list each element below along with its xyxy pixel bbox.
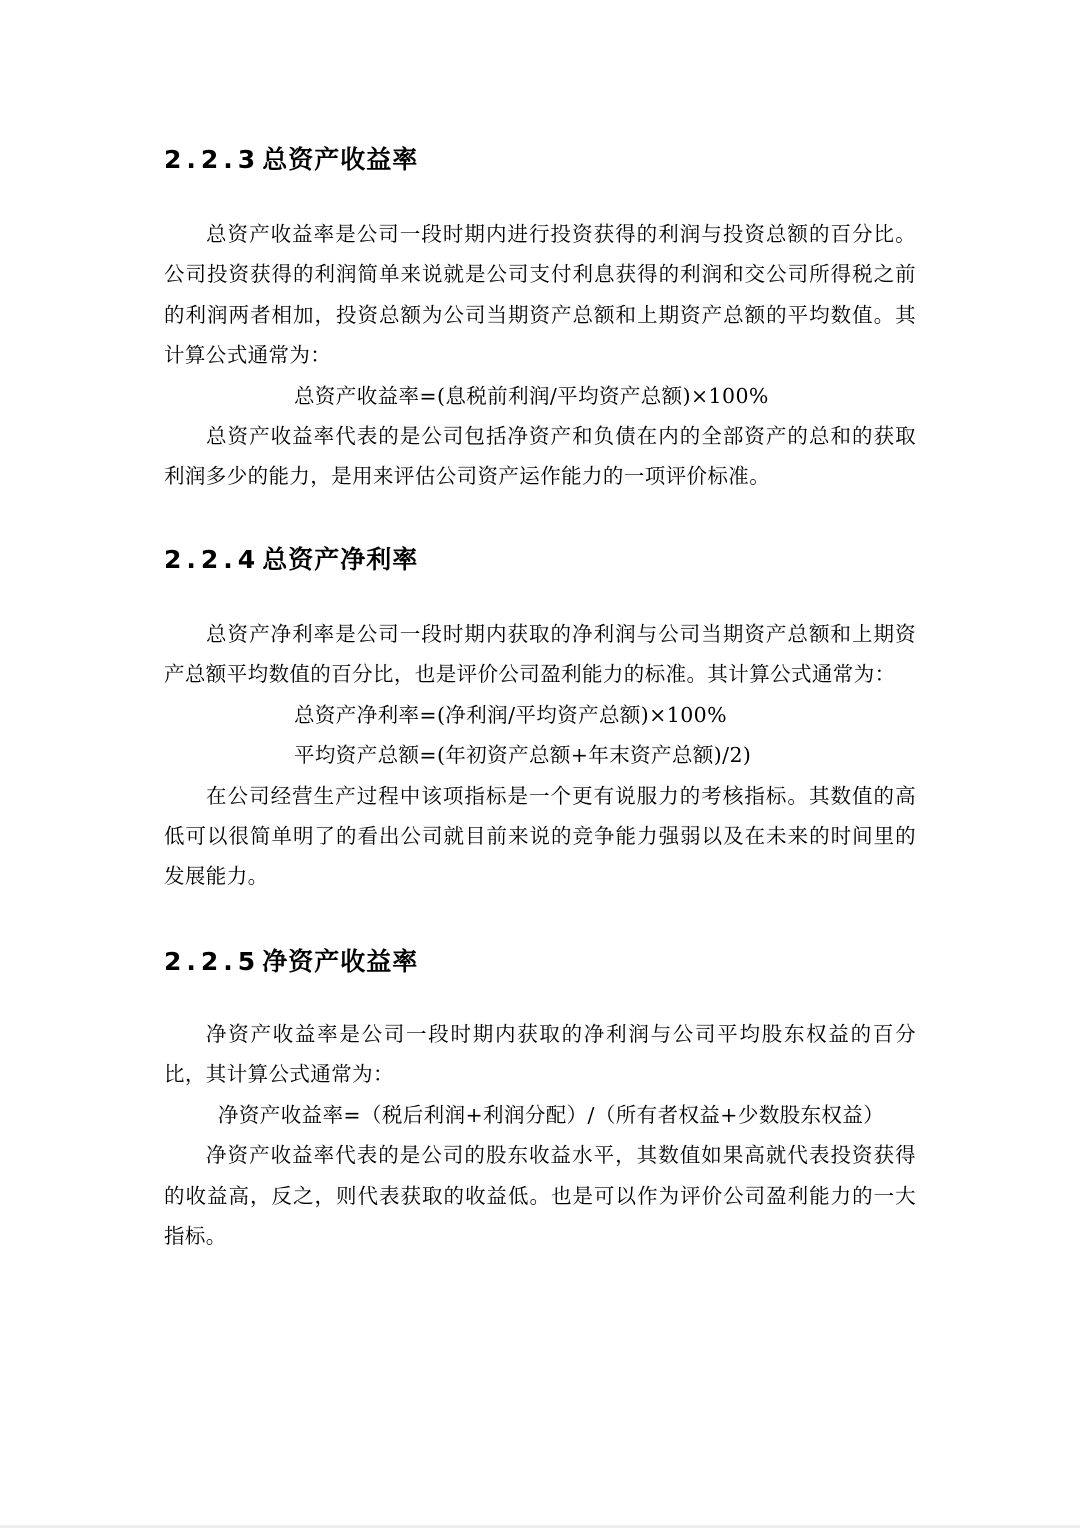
section-2-2-5: [164, 944, 924, 1249]
section-number: 2.2.3: [164, 145, 261, 174]
formula: 净资产收益率=（税后利润+利润分配）/（所有者权益+少数股东权益）: [218, 1102, 885, 1127]
section-title: 总资产净利率: [262, 545, 419, 574]
section-number: 2.2.5: [164, 947, 261, 976]
section-body: [164, 1014, 916, 1256]
section-body: [164, 614, 916, 897]
section-heading: [164, 944, 924, 980]
section-title: 总资产收益率: [262, 145, 419, 174]
paragraph: 总资产净利率是公司一段时期内获取的净利润与公司当期资产总额和上期资产总额平均数值的百分比，也是评价公司盈利能力的标准。其计算公式通常为：: [164, 622, 916, 687]
section-2-2-3: [164, 142, 924, 489]
paragraph: 在公司经营生产过程中该项指标是一个更有说服力的考核指标。其数值的高低可以很简单明了的看出公司就目前来说的竞争能力强弱以及在未来的时间里的发展能力。: [164, 783, 916, 889]
formula: 平均资产总额=(年初资产总额+年末资产总额)/2): [294, 743, 752, 768]
section-number: 2.2.4: [164, 545, 261, 574]
paragraph: 净资产收益率代表的是公司的股东收益水平，其数值如果高就代表投资获得的收益高，反之，则代表获取的收益低。也是可以作为评价公司盈利能力的一大指标。: [164, 1143, 916, 1249]
section-heading: [164, 142, 924, 178]
paragraph: 总资产收益率代表的是公司包括净资产和负债在内的全部资产的总和的获取利润多少的能力，是用来评估公司资产运作能力的一项评价标准。: [164, 424, 916, 489]
formula: 总资产净利率=(净利润/平均资产总额)×100%: [294, 702, 727, 727]
section-heading: [164, 542, 924, 578]
section-title: 净资产收益率: [262, 947, 419, 976]
paragraph: 总资产收益率是公司一段时期内进行投资获得的利润与投资总额的百分比。公司投资获得的利润简单来说就是公司支付利息获得的利润和交公司所得税之前的利润两者相加，投资总额为公司当期资产总额和上期资产总额的平均数值。其计算公式通常为：: [164, 222, 916, 368]
section-body: [164, 214, 916, 497]
formula: 总资产收益率=(息税前利润/平均资产总额)×100%: [294, 383, 769, 408]
section-2-2-4: [164, 542, 924, 889]
paragraph: 净资产收益率是公司一段时期内获取的净利润与公司平均股东权益的百分比，其计算公式通常为：: [164, 1022, 916, 1087]
